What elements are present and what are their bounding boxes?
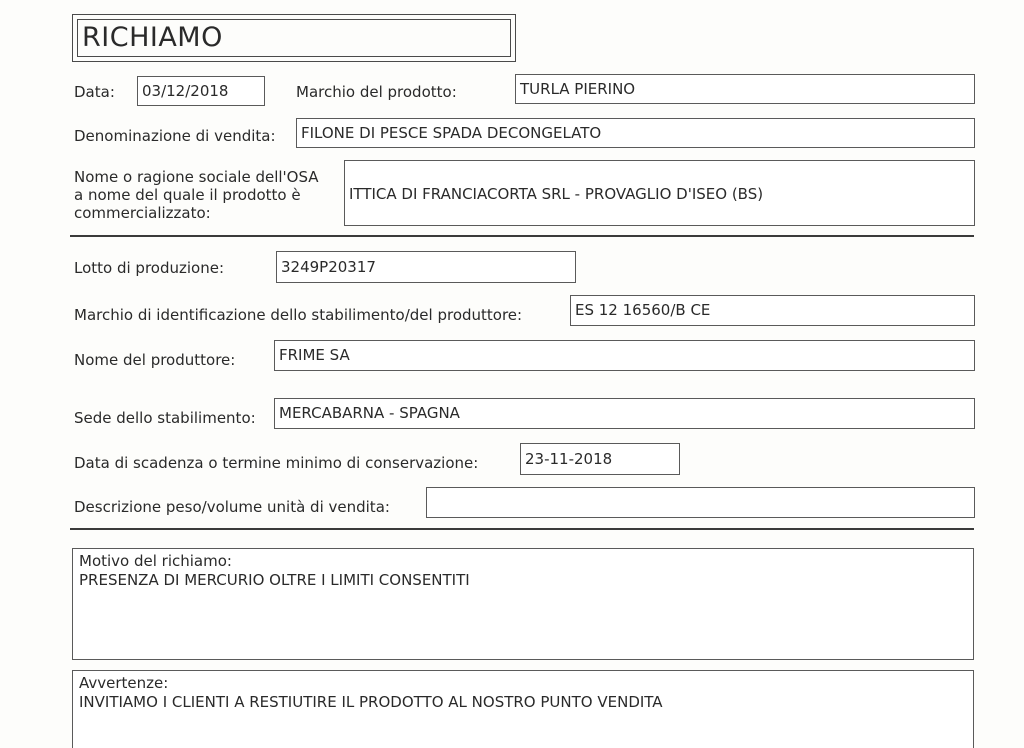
plant-location-label: Sede dello stabilimento: — [74, 409, 256, 427]
osa-field[interactable]: ITTICA DI FRANCIACORTA SRL - PROVAGLIO D'ISEO (BS) — [344, 160, 975, 226]
establishment-mark-label: Marchio di identificazione dello stabilimento/del produttore: — [74, 306, 523, 324]
title-frame — [72, 14, 516, 62]
lot-field[interactable]: 3249P20317 — [276, 251, 576, 283]
recall-reason-text: PRESENZA DI MERCURIO OLTRE I LIMITI CONSENTITI — [79, 571, 470, 589]
warnings-text: INVITIAMO I CLIENTI A RESTIUTIRE IL PRODOTTO AL NOSTRO PUNTO VENDITA — [79, 693, 663, 711]
osa-label-line2: a nome del quale il prodotto è — [74, 186, 301, 204]
page-title: RICHIAMO — [77, 19, 511, 57]
recall-reason-box[interactable] — [72, 548, 974, 660]
producer-label: Nome del produttore: — [74, 351, 236, 369]
osa-label-line1: Nome o ragione sociale dell'OSA — [74, 168, 319, 186]
osa-label-line3: commercializzato: — [74, 204, 211, 222]
section-divider-2 — [70, 528, 974, 530]
section-divider — [70, 235, 974, 237]
warnings-label: Avvertenze: — [79, 674, 169, 692]
expiry-label: Data di scadenza o termine minimo di conservazione: — [74, 454, 479, 472]
recall-reason-label: Motivo del richiamo: — [79, 552, 232, 570]
weight-label: Descrizione peso/volume unità di vendita: — [74, 498, 390, 516]
expiry-field[interactable]: 23-11-2018 — [520, 443, 680, 475]
plant-location-field[interactable]: MERCABARNA - SPAGNA — [274, 398, 975, 429]
date-field[interactable]: 03/12/2018 — [137, 76, 265, 106]
date-label: Data: — [74, 83, 115, 101]
producer-field[interactable]: FRIME SA — [274, 340, 975, 371]
weight-field[interactable] — [426, 487, 975, 518]
establishment-mark-field[interactable]: ES 12 16560/B CE — [570, 295, 975, 326]
product-name-label: Denominazione di vendita: — [74, 127, 276, 145]
warnings-box[interactable] — [72, 670, 974, 748]
product-name-field[interactable]: FILONE DI PESCE SPADA DECONGELATO — [296, 118, 975, 148]
brand-label: Marchio del prodotto: — [296, 83, 457, 101]
brand-field[interactable]: TURLA PIERINO — [515, 74, 975, 104]
lot-label: Lotto di produzione: — [74, 259, 225, 277]
